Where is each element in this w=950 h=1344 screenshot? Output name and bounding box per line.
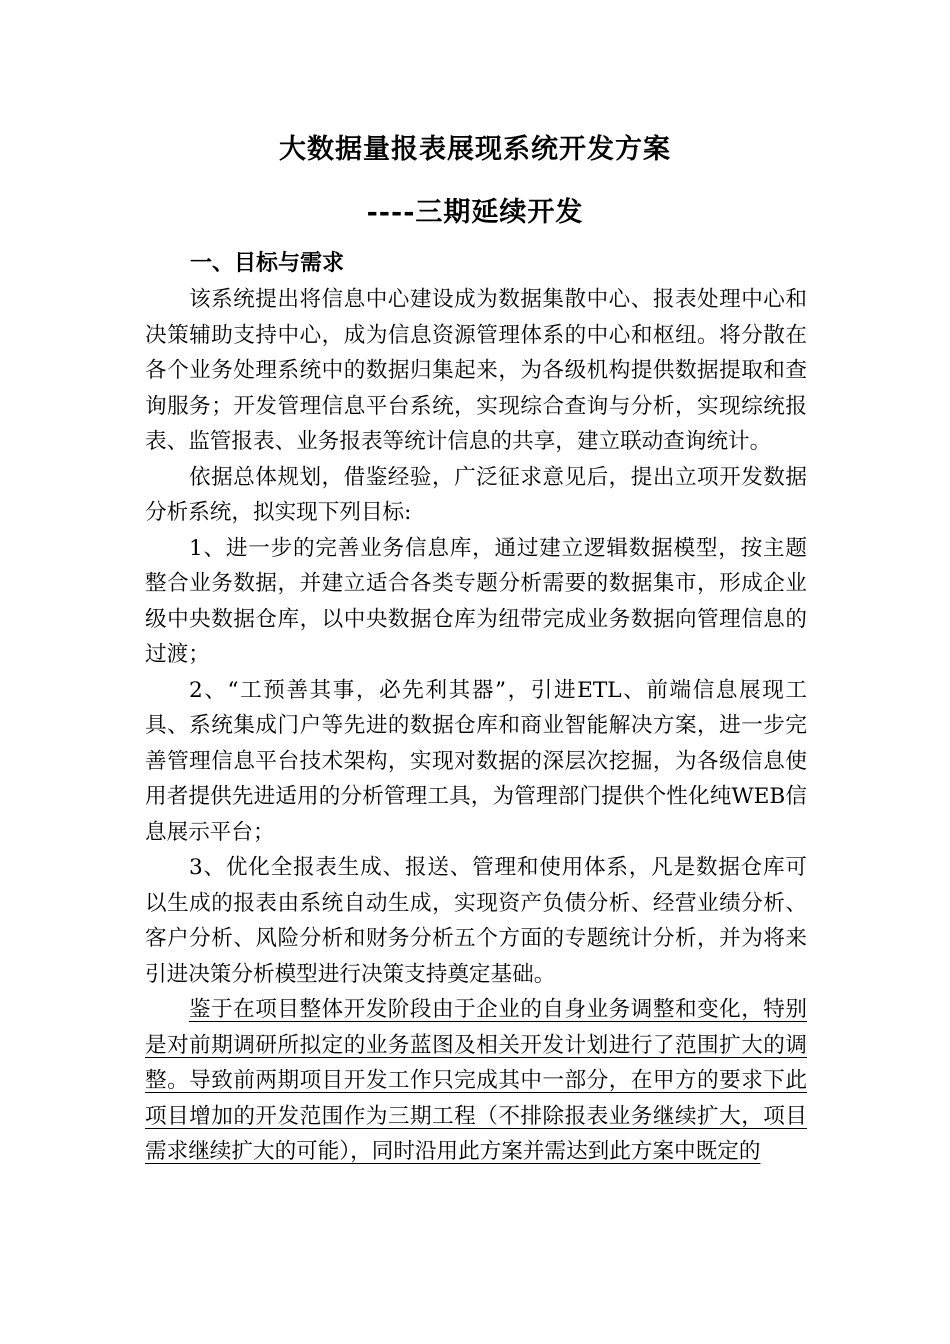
paragraph-intro: 该系统提出将信息中心建设成为数据集散中心、报表处理中心和决策辅助支持中心，成为信息资源管理体系的中心和枢纽。将分散在各个业务处理系统中的数据归集起来，为各级机构提供数据提取和查询服务；开发管理信息平台系统，实现综合查询与分析，实现综统报表、监管报表、业务报表等统计信息的共享，建立联动查询统计。 <box>145 287 807 454</box>
document-subtitle: ----三期延续开发 <box>366 197 584 228</box>
document-body <box>145 282 807 1170</box>
paragraph-goal-3: 3、优化全报表生成、报送、管理和使用体系，凡是数据仓库可以生成的报表由系统自动生成，实现资产负债分析、经营业绩分析、客户分析、风险分析和财务分析五个方面的专题统计分析，并为将来引进决策分析模型进行决策支持奠定基础。 <box>145 855 807 987</box>
section-heading: 一、目标与需求 <box>190 250 345 276</box>
paragraph-goal-1: 1、进一步的完善业务信息库，通过建立逻辑数据模型，按主题整合业务数据，并建立适合各类专题分析需要的数据集市，形成企业级中央数据仓库，以中央数据仓库为纽带完成业务数据向管理信息的过渡； <box>145 535 807 667</box>
paragraph-goal-2: 2、“工预善其事，必先利其器”，引进ETL、前端信息展现工具、系统集成门户等先进的数据仓库和商业智能解决方案，进一步完善管理信息平台技术架构，实现对数据的深层次挖掘，为各级信息使用者提供先进适用的分析管理工具，为管理部门提供个性化纯WEB信息展示平台； <box>145 677 807 845</box>
paragraph-goals-lead: 依据总体规划，借鉴经验，广泛征求意见后，提出立项开发数据分析系统，拟实现下列目标: <box>145 464 807 525</box>
document-title: 大数据量报表展现系统开发方案 <box>279 134 671 165</box>
paragraph-phase-three-note: 鉴于在项目整体开发阶段由于企业的自身业务调整和变化，特别是对前期调研所拟定的业务蓝图及相关开发计划进行了范围扩大的调整。导致前两期项目开发工作只完成其中一部分，在甲方的要求下此项目增加的开发范围作为三期工程（不排除报表业务继续扩大，项目需求继续扩大的可能），同时沿用此方案并需达到此方案中既定的 <box>145 997 807 1164</box>
